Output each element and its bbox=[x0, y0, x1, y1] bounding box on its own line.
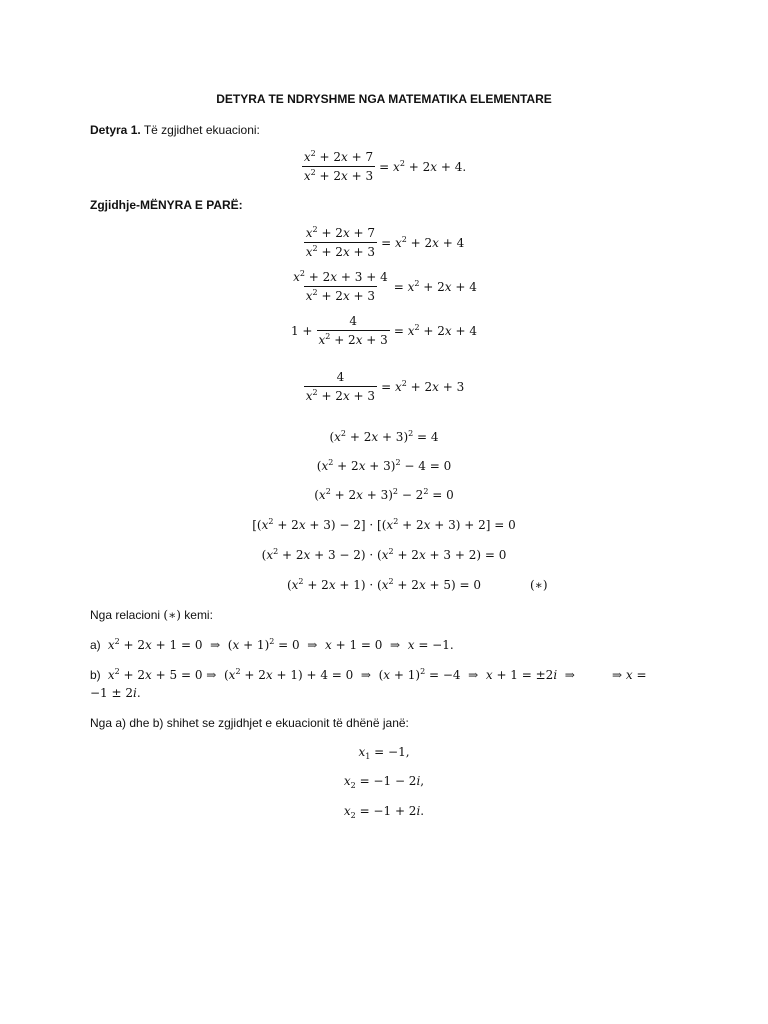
star-label: (∗) bbox=[530, 578, 548, 592]
step-10-equation: $(x^2 + 2x + 1) \cdot (x^2 + 2x + 5) = 0$ bbox=[286, 577, 482, 592]
solution-heading: Zgjidhje-MËNYRA E PARË: bbox=[90, 198, 243, 212]
step-5-equation: $(x^2 + 2x + 3)^2 = 4$ bbox=[329, 429, 439, 444]
task-text: Të zgjidhet ekuacioni: bbox=[140, 123, 260, 137]
solution-x2: $x_2 = -1 - 2i$, bbox=[343, 774, 425, 790]
step-9-equation: $(x^2 + 2x + 3 - 2) \cdot (x^2 + 2x + 3 + 2) = 0$ bbox=[261, 547, 507, 562]
step-1-equation: $\frac{x^2 + 2x + 7}{x^2 + 2x + 3}$ = $x^2 + 2x + 4$ bbox=[305, 225, 465, 259]
part-a-label: a) bbox=[90, 638, 101, 652]
task-statement bbox=[90, 123, 260, 137]
relation-text: Nga relacioni bbox=[90, 608, 161, 622]
step-2-equation: $\frac{x^2 + 2x + 3 + 4}{x^2 + 2x + 3}$ = $x^2 + 2x + 4$ bbox=[293, 269, 477, 303]
step-3-equation: 1 + $\frac{4}{x^2 + 2x + 3}$ = $x^2 + 2x + 4$ bbox=[290, 314, 477, 347]
page-title: DETYRA TE NDRYSHME NGA MATEMATIKA ELEMENTARE bbox=[216, 92, 552, 106]
solution-x1: $x_1 = -1$, bbox=[358, 745, 410, 761]
part-b-implies: ⇒ x = bbox=[612, 668, 647, 682]
step-7-equation: $(x^2 + 2x + 3)^2 - 2^2 = 0$ bbox=[314, 487, 454, 502]
given-equation: $\frac{x^2 + 2x + 7}{x^2 + 2x + 3}$ = $x^2 + 2x + 4$. bbox=[303, 149, 467, 183]
relation-intro bbox=[90, 608, 213, 622]
part-b-label: b) bbox=[90, 668, 101, 682]
relation-text-2: kemi: bbox=[184, 608, 213, 622]
step-4-equation: $\frac{4}{x^2 + 2x + 3}$ = $x^2 + 2x + 3$ bbox=[305, 370, 465, 403]
part-a-line: a) $x^2 + 2x + 1 = 0$ ⇒ $(x + 1)^2 = 0$ ⇒ x + 1 = 0 ⇒ x = −1. bbox=[90, 637, 454, 652]
task-label: Detyra 1. bbox=[90, 123, 141, 137]
step-6-equation: $(x^2 + 2x + 3)^2 - 4 = 0$ bbox=[316, 458, 452, 473]
part-b-result: −1 ± 2i. bbox=[90, 686, 141, 700]
relation-mark: (∗) bbox=[163, 608, 181, 622]
part-b-line: b) $x^2 + 2x + 5 = 0$ ⇒ $(x^2 + 2x + 1) + 4 = 0$ ⇒ $(x + 1)^2 = -4$ ⇒ x + 1 = ±2i ⇒ bbox=[90, 667, 575, 682]
step-8-equation: $[(x^2 + 2x + 3) - 2] \cdot [(x^2 + 2x + 3) + 2] = 0$ bbox=[252, 517, 516, 532]
solution-x3: $x_2 = -1 + 2i$. bbox=[343, 804, 425, 820]
conclusion-text: Nga a) dhe b) shihet se zgjidhjet e ekuacionit të dhënë janë: bbox=[90, 716, 409, 730]
